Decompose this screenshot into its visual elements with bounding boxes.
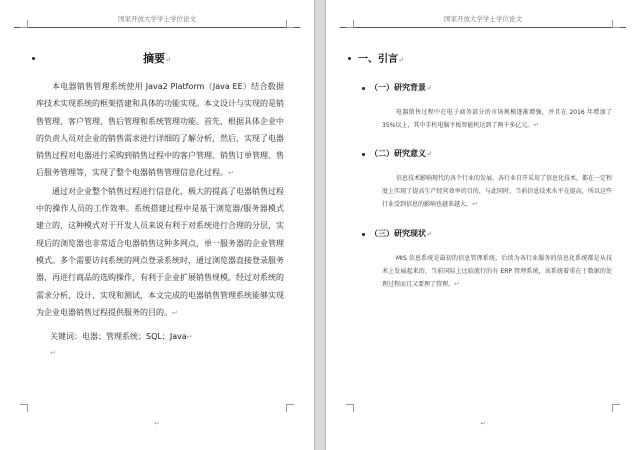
document-page-right — [326, 0, 640, 450]
section-heading-significance[interactable] — [370, 148, 432, 159]
abstract-paragraph-text: 本电器销售管理系统使用 Java2 Platform（Java EE）结合数据库技术实现系统的框架搭建和具体的功能实现。本文设计与实现的是销售管理、客户管理、售后管理和系统管理功能。首先，根据具体企业中的负责人员对企业的销售需求进行详细的了解分析，然后，实现了电器销售过程对电器进行采购到销售过程中的客户管理、销售订单管理、售后服务管理等，实现了整个电器销售管理信息化过程。 — [36, 82, 284, 178]
paragraph-mark: ↵ — [472, 200, 478, 208]
abstract-title-text: 摘要 — [143, 52, 166, 65]
section-paragraph-status[interactable] — [382, 252, 612, 291]
margin-corner-bottom-left — [346, 404, 354, 412]
paragraph-bullet — [348, 57, 351, 60]
margin-corner-bottom-right — [612, 404, 620, 412]
margin-corner-bottom-left — [20, 404, 28, 412]
paragraph-mark: ↵ — [454, 280, 460, 288]
keywords-line[interactable] — [50, 331, 193, 342]
paragraph-mark: ↵ — [186, 333, 193, 341]
section-heading-status[interactable] — [370, 228, 432, 239]
introduction-heading[interactable] — [358, 50, 404, 65]
paragraph-bullet — [362, 87, 365, 90]
paragraph-mark: ↵ — [426, 229, 432, 238]
page-footer: ↵ — [480, 420, 486, 427]
section-paragraph-text: 电器销售过程中在电子商务部分的市场规模逐渐增强，并且在 2016 年增加了 35%以上，其中手机电脑平板智能机达到了两千多亿元。 — [382, 109, 612, 129]
abstract-paragraph-text: 通过对企业整个销售过程进行信息化，极大的提高了电器销售过程中的操作人员的工作效率。系统搭建过程中是基于浏览器/服务器模式建立的，这种模式对于开发人员来说有利于对系统进行合理的分层，实现后的浏览器也非常适合电器销售这种多网点，单一服务器的企业管理模式。多个需要访问系统的网点登录系统时，通过浏览器直接登录服务器，再进行商品的选购操作，有利于企业扩展销售规模。经过对系统的需求分析、设计、实现和测试，本文完成的电器销售管理系统能够实现为企业电器销售过程提供服务的目的。 — [36, 186, 284, 317]
section-paragraph-text: MIS 信息系统是最初的信息管理系统，后续为各行业服务的信息化系统都是从技术上发展起来的，当前国际上比较流行的有 ERP 管理系统，该系统着重在于数据的处理过程而且又要理了管理。 — [382, 255, 612, 288]
introduction-heading-text: 一、引言 — [358, 54, 398, 65]
page-gap — [314, 0, 326, 450]
margin-corner-bottom-right — [286, 404, 294, 412]
section-heading-background[interactable] — [370, 82, 432, 93]
paragraph-mark: ↵ — [533, 121, 540, 129]
abstract-title[interactable] — [0, 50, 314, 66]
paragraph-bullet — [362, 153, 365, 156]
margin-corner-top-left — [20, 20, 28, 28]
empty-paragraph-mark[interactable]: ↵ — [50, 349, 56, 357]
page-header: 国家开放大学学士学位论文 — [118, 15, 196, 23]
abstract-paragraph[interactable] — [36, 183, 284, 322]
margin-corner-top-left — [346, 20, 354, 28]
page-header: 国家开放大学学士学位论文 — [444, 15, 522, 23]
abstract-paragraph[interactable] — [36, 78, 284, 183]
keywords-text: 关键词：电器；管理系统；SQL；Java — [50, 332, 187, 341]
paragraph-mark: ↵ — [172, 308, 178, 317]
paragraph-mark: ↵ — [426, 149, 432, 158]
paragraph-mark: ↵ — [426, 83, 432, 92]
paragraph-mark: ↵ — [165, 55, 171, 64]
section-paragraph-significance[interactable] — [382, 172, 612, 211]
page-footer: ↵ — [154, 420, 160, 427]
section-paragraph-background[interactable] — [382, 106, 612, 132]
section-paragraph-text: 信息技术影响现代的各个行业的发展，各行业自开采用了信息化技术，都在一定程度上实现了提高生产经营效率的目的，与此同时，当前信息技术水平在提高，所以这些行业受到信息的影响也越来越大。 — [382, 175, 613, 208]
margin-corner-top-right — [612, 20, 620, 28]
section-heading-text: （一）研究背景 — [370, 82, 426, 92]
section-heading-text: （二）研究意义 — [370, 148, 426, 158]
paragraph-mark: ↵ — [398, 55, 404, 64]
header-rule — [14, 27, 300, 28]
paragraph-bullet — [362, 233, 365, 236]
header-rule — [340, 27, 626, 28]
abstract-body[interactable] — [36, 78, 284, 322]
document-page-left — [0, 0, 314, 450]
margin-corner-top-right — [286, 20, 294, 28]
paragraph-mark: ↵ — [228, 169, 234, 178]
section-heading-text: （三）研究现状 — [370, 228, 426, 238]
